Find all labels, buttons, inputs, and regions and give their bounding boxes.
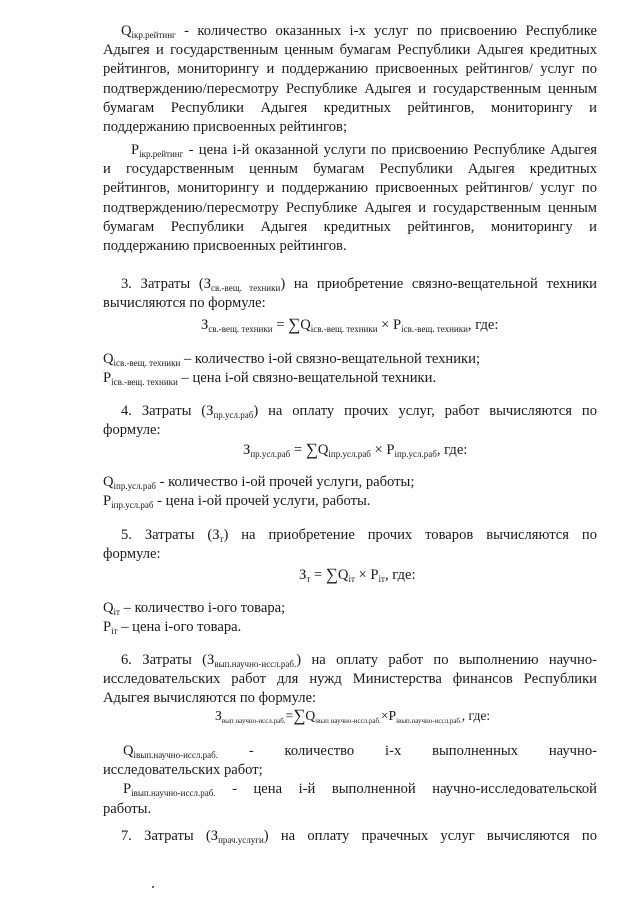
scan-speck bbox=[152, 886, 154, 888]
section-4-definitions: $Q_{іпр.усл.раб}$ - количество і-ой прочей услуги, работы; $P_{іпр.усл.раб}$ - цена і-ой прочей услуги, работы. bbox=[103, 474, 415, 511]
formula-5: $З_т = \sum Q_{іт} \times P_{іт}$, где: bbox=[299, 565, 416, 584]
q-rating-definition: $Q_{ікр.рейтинг}$ - количество оказанных і-х услуг по присвоению Республике Адыгея и государственным ценным бумагам Республики Адыгея кредитных рейтингов, мониторингу и поддержанию присвоенных рейтингов/ услуг по подтверждению/пересмотру Республике Адыгея и государственным ценным бумагам Республики Адыгея кредитных рейтингов, мониторингу и поддержанию присвоенных рейтингов; bbox=[103, 23, 597, 136]
formula-4: $З_{пр.усл.раб} = \sum Q_{іпр.усл.раб} \times P_{іпр.усл.раб}$, где: bbox=[243, 440, 468, 459]
section-6-definitions: $Q_{івып.научно-иссл.раб.}$ - количество і-х выполненных научно- исследовательских работ; $P_{івып.научно-иссл.раб.}$ - цена і-й выполненной научно-исследовательской работы. bbox=[103, 743, 597, 817]
p-symbol: P bbox=[131, 142, 140, 158]
formula-6: $З_{вып научно-иссл.раб.}=\sum Q_{івып научно-иссл.раб.}\times P_{івып.научно-иссл.раб.}$, где: bbox=[215, 706, 491, 725]
section-5-definitions: $Q_{іт}$ – количество і-ого товара; $P_{іт}$ – цена і-ого товара. bbox=[103, 600, 286, 637]
section-7-heading: 7. Затраты $(З_{прач.услуги})$ на оплату прачечных услуг вычисляются по bbox=[121, 828, 598, 845]
formula-3: $З_{св.-вещ. техники} = \sum Q_{ісв.-вещ. техники} \times P_{ісв.-вещ. техники}$, где: bbox=[201, 315, 499, 334]
section-3-heading: 3. Затраты $(З_{св.-вещ. техники})$ на приобретение связно-вещательной техники вычисляются по формуле: bbox=[103, 276, 597, 312]
section-3-definitions: $Q_{ісв.-вещ. техники}$ – количество і-ой связно-вещательной техники; $P_{ісв.-вещ. техники}$ – цена і-ой связно-вещательной техники. bbox=[103, 351, 481, 388]
section-5-heading: 5. Затраты $(З_т)$ на приобретение прочих товаров вычисляются по формуле: bbox=[103, 527, 597, 563]
q-symbol: Q bbox=[121, 23, 132, 39]
section-4-heading: 4. Затраты $(З_{пр.усл.раб})$ на оплату прочих услуг, работ вычисляются по формуле: bbox=[103, 403, 597, 439]
section-6-heading: 6. Затраты $(З_{вып.научно-иссл.раб.})$ на оплату работ по выполнению научно- исследовательских работ для нужд Министерства финансов Республики Адыгея вычисляются по формуле: bbox=[103, 652, 597, 707]
p-rating-definition: $P_{ікр.рейтинг}$ - цена і-й оказанной услуги по присвоению Республике Адыгея и государственным ценным бумагам Республики Адыгея кредитных рейтингов, мониторингу и поддержанию присвоенных рейтингов/ услуг по подтверждению/пересмотру Республике Адыгея и государственным ценным бумагам Республики Адыгея кредитных рейтингов, мониторингу и поддержанию присвоенных рейтингов. bbox=[103, 142, 597, 255]
